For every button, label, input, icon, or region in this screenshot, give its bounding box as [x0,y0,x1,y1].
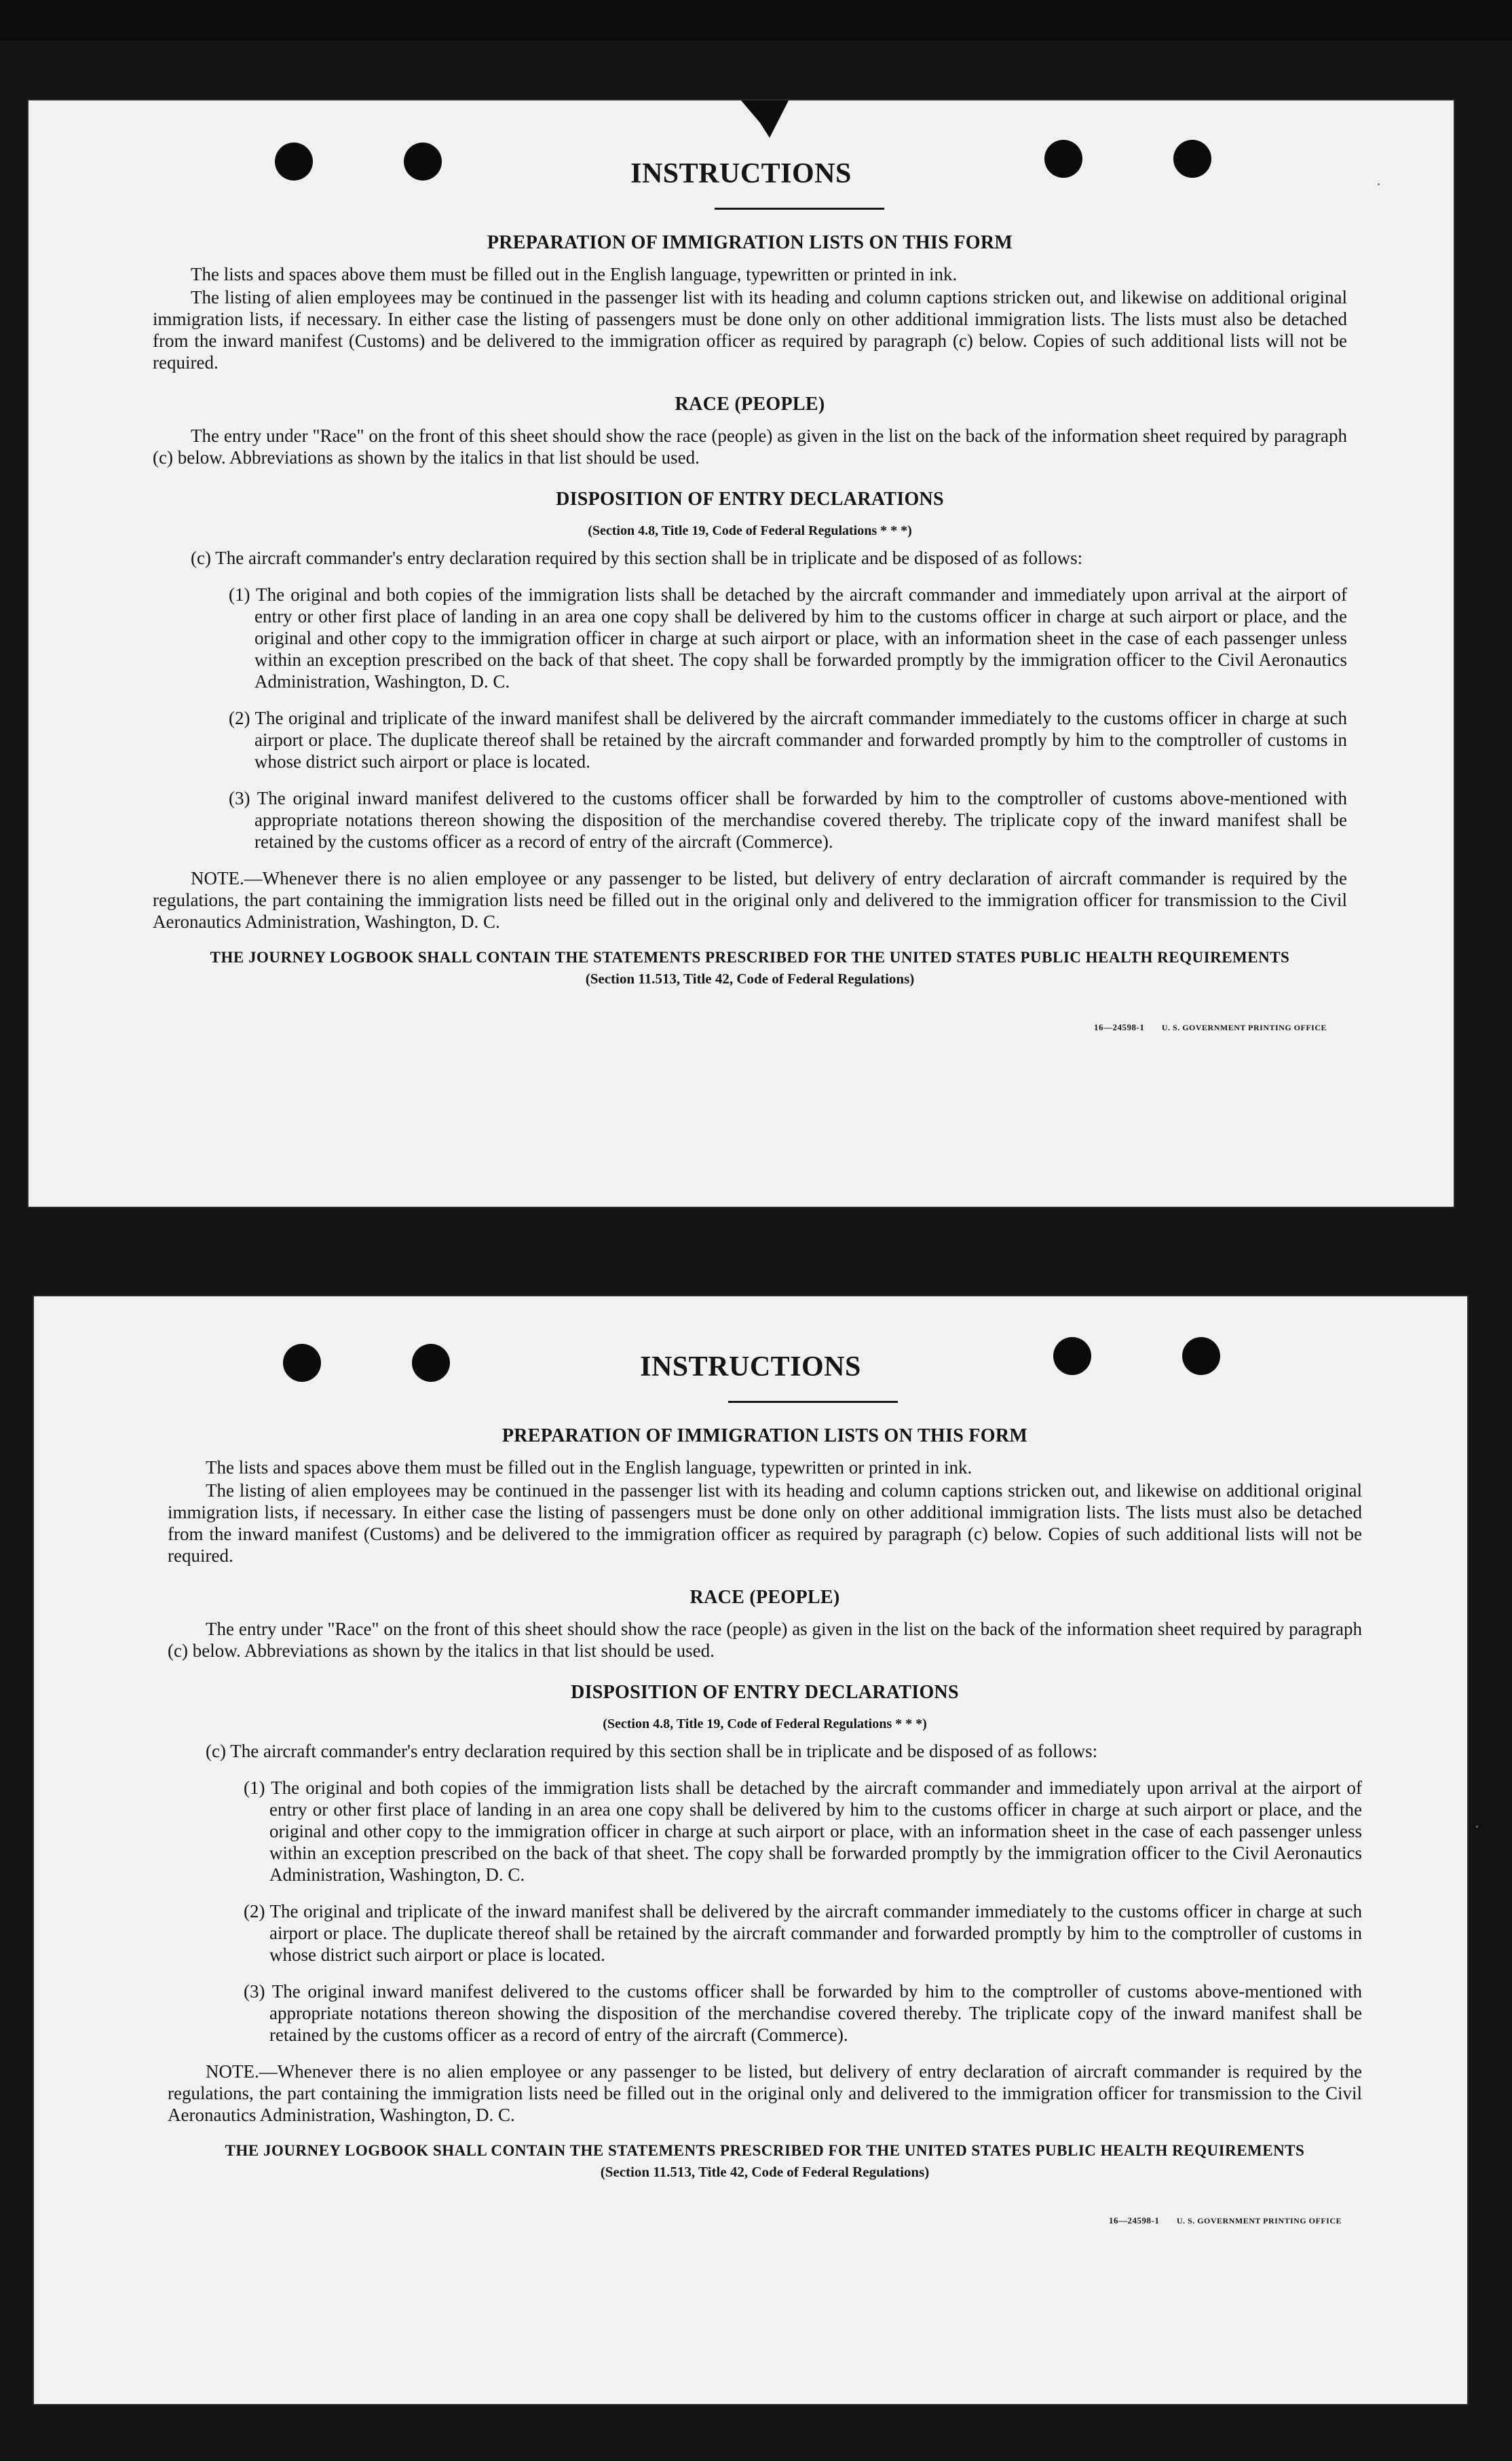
instructions-body [153,232,1347,1038]
list-item-2: (2) The original and triplicate of the inward manifest shall be delivered by the aircraft commander immediately to the customs officer in charge at such airport or place. The duplicate thereof shall be retained by the aircraft commander and forwarded promptly by him to the comptroller of customs in whose district such airport or place is located. [229,708,1347,772]
section-heading-disposition: DISPOSITION OF ENTRY DECLARATIONS [571,1682,959,1703]
instruction-sheet-top [29,100,1454,1207]
section-citation: (Section 4.8, Title 19, Code of Federal Regulations * * *) [603,1716,927,1731]
form-title: INSTRUCTIONS [640,1351,861,1383]
list-item-3: (3) The original inward manifest delivered to the customs officer shall be forwarded by him to the comptroller of customs above-mentioned with appropriate notations thereon showing the disposition of the merchandise covered thereby. The triplicate copy of the inward manifest shall be retained by the customs officer as a record of entry of the aircraft (Commerce). [244,1981,1362,2045]
section-heading-race: RACE (PEOPLE) [675,394,825,415]
note-paragraph: NOTE.—Whenever there is no alien employee or any passenger to be listed, but delivery of entry declaration of aircraft commander is required by the regulations, the part containing the immigration lists need be filled out in the original only and delivered to the immigration officer for transmission to the Civil Aeronautics Administration, Washington, D. C. [153,868,1347,932]
section-heading-preparation: PREPARATION OF IMMIGRATION LISTS ON THIS FORM [502,1425,1028,1446]
printer-name: U. S. GOVERNMENT PRINTING OFFICE [1161,1023,1327,1032]
paragraph-lists-in-english: The lists and spaces above them must be filled out in the English language, typewritten or printed in ink. [206,1457,972,1478]
printer-imprint [168,2210,1362,2232]
paragraph-alien-employees: The listing of alien employees may be continued in the passenger list with its heading and column captions stricken out, and likewise on additional original immigration lists, if necessary. In either case the listing of passengers must be done only on other additional immigration lists. The lists must also be detached from the inward manifest (Customs) and be delivered to the immigration officer as required by paragraph (c) below. Copies of such additional lists will not be required. [168,1480,1362,1566]
logbook-citation: (Section 11.513, Title 42, Code of Federal Regulations) [585,971,915,987]
logbook-requirement: THE JOURNEY LOGBOOK SHALL CONTAIN THE STATEMENTS PRESCRIBED FOR THE UNITED STATES PUBLIC HEALTH REQUIREMENTS [225,2142,1305,2159]
section-heading-preparation: PREPARATION OF IMMIGRATION LISTS ON THIS FORM [487,232,1013,253]
paragraph-commander-declaration: (c) The aircraft commander's entry declaration required by this section shall be in triplicate and be disposed of as follows: [191,548,1083,568]
list-item-2: (2) The original and triplicate of the inward manifest shall be delivered by the aircraft commander immediately to the customs officer in charge at such airport or place. The duplicate thereof shall be retained by the aircraft commander and forwarded promptly by him to the comptroller of customs in whose district such airport or place is located. [244,1901,1362,1965]
scan-speck [1476,1826,1478,1828]
paragraph-race-entry: The entry under "Race" on the front of this sheet should show the race (people) as given in the list on the back of the information sheet required by paragraph (c) below. Abbreviations as shown by the italics in that list should be used. [168,1619,1362,1661]
form-title: INSTRUCTIONS [630,158,852,189]
section-heading-race: RACE (PEOPLE) [689,1587,840,1608]
logbook-citation: (Section 11.513, Title 42, Code of Federal Regulations) [600,2164,930,2180]
scan-speck [1378,183,1380,185]
printer-name: U. S. GOVERNMENT PRINTING OFFICE [1176,2216,1342,2225]
scan-border-top [0,0,1512,41]
form-number: 16—24598-1 [1094,1022,1145,1032]
paragraph-commander-declaration: (c) The aircraft commander's entry declaration required by this section shall be in triplicate and be disposed of as follows: [206,1741,1098,1761]
logbook-requirement: THE JOURNEY LOGBOOK SHALL CONTAIN THE STATEMENTS PRESCRIBED FOR THE UNITED STATES PUBLIC HEALTH REQUIREMENTS [210,949,1290,966]
list-item-1: (1) The original and both copies of the immigration lists shall be detached by the aircraft commander and immediately upon arrival at the airport of entry or other first place of landing in an area one copy shall be delivered by him to the customs officer in charge at such airport or place, and the original and other copy to the immigration officer in charge at such airport or place, with an information sheet in the case of each passenger unless within an exception prescribed on the back of that sheet. The copy shall be forwarded promptly by the immigration officer to the Civil Aeronautics Administration, Washington, D. C. [244,1778,1362,1885]
paragraph-lists-in-english: The lists and spaces above them must be filled out in the English language, typewritten or printed in ink. [191,264,958,284]
printer-imprint [153,1017,1347,1038]
instruction-sheet-bottom [34,1296,1467,2404]
paragraph-alien-employees: The listing of alien employees may be continued in the passenger list with its heading and column captions stricken out, and likewise on additional original immigration lists, if necessary. In either case the listing of passengers must be done only on other additional immigration lists. The lists must also be detached from the inward manifest (Customs) and be delivered to the immigration officer as required by paragraph (c) below. Copies of such additional lists will not be required. [153,287,1347,373]
title-underline [728,1401,898,1403]
note-paragraph: NOTE.—Whenever there is no alien employee or any passenger to be listed, but delivery of entry declaration of aircraft commander is required by the regulations, the part containing the immigration lists need be filled out in the original only and delivered to the immigration officer for transmission to the Civil Aeronautics Administration, Washington, D. C. [168,2061,1362,2125]
torn-notch [741,100,789,138]
section-citation: (Section 4.8, Title 19, Code of Federal Regulations * * *) [588,523,912,538]
instructions-body [168,1425,1362,2232]
section-heading-disposition: DISPOSITION OF ENTRY DECLARATIONS [556,489,944,510]
title-underline [715,208,884,210]
list-item-1: (1) The original and both copies of the immigration lists shall be detached by the aircraft commander and immediately upon arrival at the airport of entry or other first place of landing in an area one copy shall be delivered by him to the customs officer in charge at such airport or place, and the original and other copy to the immigration officer in charge at such airport or place, with an information sheet in the case of each passenger unless within an exception prescribed on the back of that sheet. The copy shall be forwarded promptly by the immigration officer to the Civil Aeronautics Administration, Washington, D. C. [229,584,1347,692]
list-item-3: (3) The original inward manifest delivered to the customs officer shall be forwarded by him to the comptroller of customs above-mentioned with appropriate notations thereon showing the disposition of the merchandise covered thereby. The triplicate copy of the inward manifest shall be retained by the customs officer as a record of entry of the aircraft (Commerce). [229,788,1347,852]
form-number: 16—24598-1 [1109,2215,1160,2225]
paragraph-race-entry: The entry under "Race" on the front of this sheet should show the race (people) as given in the list on the back of the information sheet required by paragraph (c) below. Abbreviations as shown by the italics in that list should be used. [153,426,1347,468]
